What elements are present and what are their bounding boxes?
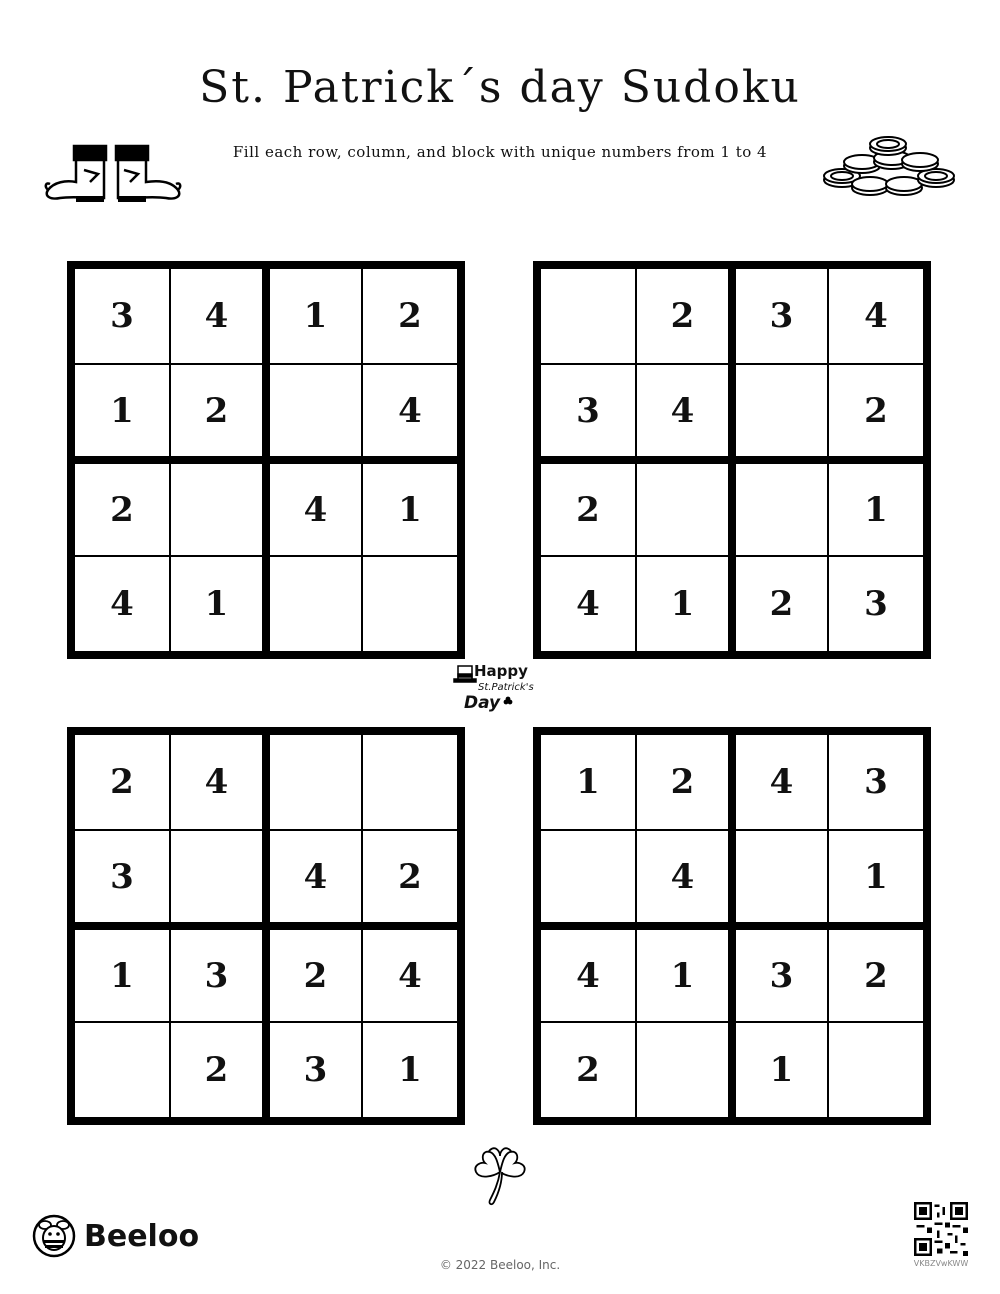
sudoku-cell[interactable]: 2 [74,734,170,830]
sudoku-cell[interactable]: 4 [732,734,828,830]
sudoku-puzzle-2 [533,261,931,659]
sudoku-cell[interactable] [732,830,828,926]
sudoku-cell[interactable]: 2 [540,460,636,556]
sudoku-cell[interactable] [74,1022,170,1118]
sudoku-cell[interactable] [732,460,828,556]
copyright-text: © 2022 Beeloo, Inc. [439,1258,561,1272]
sudoku-cell[interactable]: 2 [732,556,828,652]
sudoku-cell[interactable]: 4 [170,734,266,830]
sudoku-cell[interactable]: 1 [540,734,636,830]
sudoku-cell[interactable]: 4 [636,830,732,926]
sudoku-cell[interactable]: 4 [266,830,362,926]
sudoku-cell[interactable]: 2 [828,364,924,460]
sudoku-cell[interactable]: 2 [170,364,266,460]
sudoku-cell[interactable] [732,364,828,460]
sudoku-cell[interactable]: 3 [828,556,924,652]
sudoku-cell[interactable]: 3 [74,268,170,364]
sudoku-cell[interactable]: 3 [828,734,924,830]
sudoku-cell[interactable]: 2 [362,268,458,364]
sudoku-cell[interactable]: 3 [732,926,828,1022]
sudoku-cell[interactable]: 1 [362,460,458,556]
gold-coins-icon [812,136,960,208]
sudoku-cell[interactable]: 2 [266,926,362,1022]
sudoku-puzzle-4 [533,727,931,1125]
sudoku-cell[interactable]: 4 [362,926,458,1022]
sudoku-cell[interactable]: 1 [732,1022,828,1118]
sudoku-cell[interactable]: 2 [170,1022,266,1118]
sudoku-cell[interactable]: 4 [828,268,924,364]
qr-code-icon [914,1202,968,1256]
sudoku-cell[interactable]: 1 [74,364,170,460]
leprechaun-boots-icon [40,140,190,210]
sudoku-cell[interactable]: 4 [362,364,458,460]
sudoku-cell[interactable]: 4 [266,460,362,556]
sudoku-cell[interactable]: 4 [540,926,636,1022]
sudoku-cell[interactable]: 2 [636,268,732,364]
sudoku-cell[interactable]: 3 [540,364,636,460]
sudoku-cell[interactable]: 4 [540,556,636,652]
bee-icon [32,1214,76,1258]
sudoku-cell[interactable]: 4 [636,364,732,460]
instructions-text: Fill each row, column, and block with unique numbers from 1 to 4 [232,143,768,161]
happy-st-patricks-day-badge [448,660,558,716]
svg-text:St.Patrick's: St.Patrick's [478,682,534,693]
sudoku-cell[interactable]: 2 [540,1022,636,1118]
sudoku-cell[interactable] [362,734,458,830]
sudoku-cell[interactable]: 1 [636,926,732,1022]
sudoku-cell[interactable] [540,268,636,364]
sudoku-puzzle-3 [67,727,465,1125]
sudoku-cell[interactable]: 2 [636,734,732,830]
sudoku-cell[interactable] [540,830,636,926]
page-title: St. Patrick´s day Sudoku [199,62,801,113]
sudoku-cell[interactable] [266,364,362,460]
sudoku-cell[interactable] [266,556,362,652]
sudoku-cell[interactable]: 4 [170,268,266,364]
sudoku-cell[interactable]: 1 [170,556,266,652]
sudoku-cell[interactable]: 3 [732,268,828,364]
sudoku-cell[interactable] [362,556,458,652]
qr-code-id: VKBZVwKWW [913,1259,969,1268]
sudoku-cell[interactable] [636,460,732,556]
sudoku-cell[interactable]: 1 [362,1022,458,1118]
sudoku-cell[interactable]: 3 [74,830,170,926]
beeloo-logo [32,1214,199,1258]
sudoku-cell[interactable]: 1 [636,556,732,652]
sudoku-cell[interactable] [170,460,266,556]
sudoku-puzzle-1 [67,261,465,659]
sudoku-cell[interactable]: 2 [74,460,170,556]
sudoku-cell[interactable]: 4 [74,556,170,652]
sudoku-cell[interactable] [828,1022,924,1118]
brand-name: Beeloo [84,1218,200,1254]
sudoku-cell[interactable]: 2 [362,830,458,926]
sudoku-cell[interactable]: 1 [74,926,170,1022]
shamrock-icon [470,1142,530,1212]
sudoku-cell[interactable] [170,830,266,926]
sudoku-cell[interactable] [636,1022,732,1118]
svg-text:Day: Day [464,693,501,713]
sudoku-cell[interactable]: 1 [828,830,924,926]
sudoku-cell[interactable]: 3 [170,926,266,1022]
sudoku-cell[interactable]: 2 [828,926,924,1022]
sudoku-cell[interactable] [266,734,362,830]
sudoku-cell[interactable]: 1 [266,268,362,364]
sudoku-cell[interactable]: 1 [828,460,924,556]
sudoku-cell[interactable]: 3 [266,1022,362,1118]
svg-text:Happy: Happy [474,662,528,680]
